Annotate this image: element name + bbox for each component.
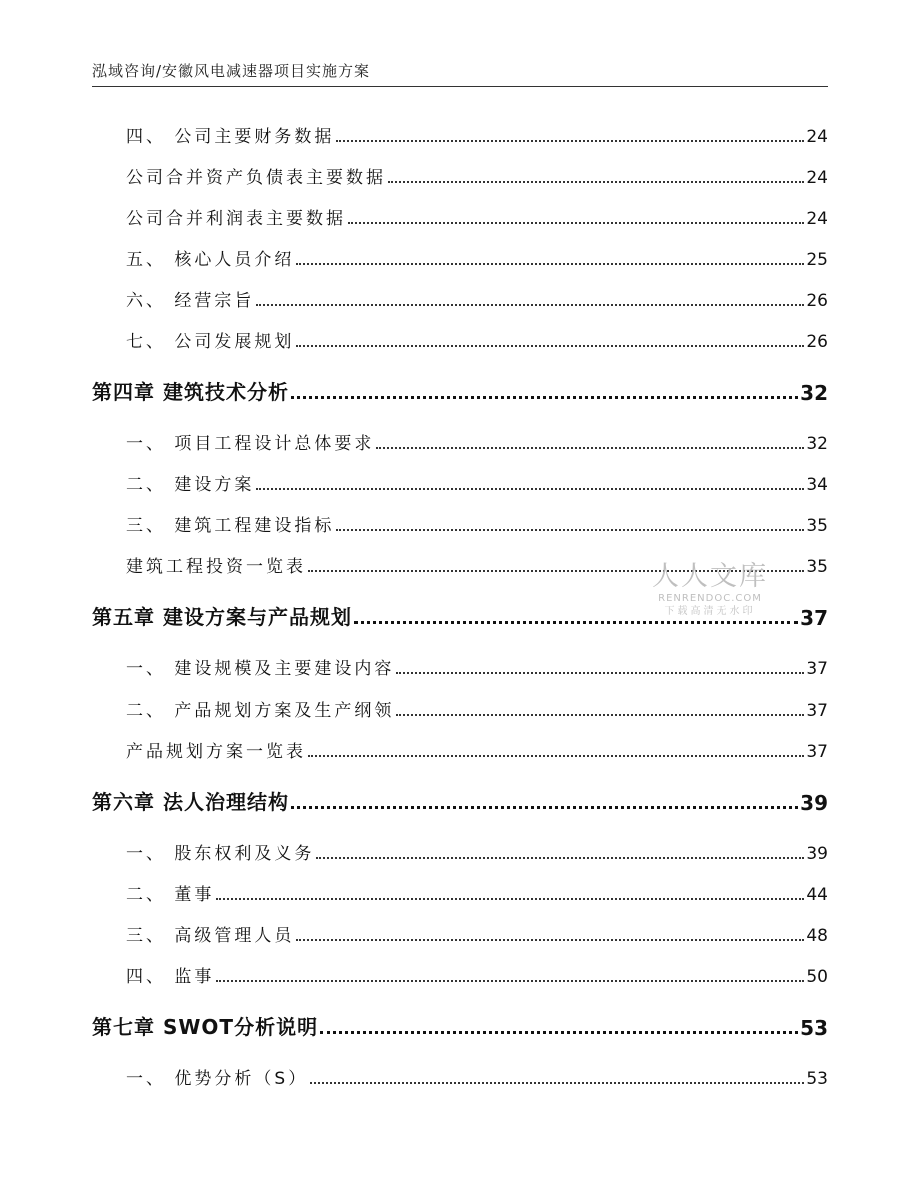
toc-entry[interactable]: [126, 164, 828, 188]
toc-entry[interactable]: [126, 840, 828, 864]
toc-entry-label: 一、 股东权利及义务: [126, 844, 315, 864]
dot-leader: [296, 263, 804, 265]
toc-entry-page: 24: [806, 209, 828, 229]
toc-chapter-page: 53: [800, 1016, 828, 1040]
dot-leader: [310, 1082, 804, 1084]
toc-chapter[interactable]: [92, 787, 828, 815]
toc-entry-page: 24: [806, 168, 828, 188]
toc-entry[interactable]: [126, 881, 828, 905]
toc-entry-label: 建筑工程投资一览表: [126, 557, 306, 577]
watermark-title: 人人文库: [652, 561, 768, 592]
toc-entry-label: 一、 优势分析（S）: [126, 1069, 309, 1089]
toc-entry-page: 35: [806, 516, 828, 536]
dot-leader: [354, 621, 798, 624]
toc-chapter-page: 32: [800, 381, 828, 405]
dot-leader: [216, 980, 804, 982]
toc-chapter-page: 39: [800, 791, 828, 815]
toc-entry-page: 53: [806, 1069, 828, 1089]
toc-entry-label: 六、 经营宗旨: [126, 291, 255, 311]
toc-entry[interactable]: [126, 963, 828, 987]
toc-entry-label: 五、 核心人员介绍: [126, 250, 295, 270]
toc-entry-page: 39: [806, 844, 828, 864]
dot-leader: [296, 345, 804, 347]
toc-entry[interactable]: [126, 738, 828, 762]
toc-entry-label: 四、 公司主要财务数据: [126, 127, 335, 147]
dot-leader: [336, 140, 804, 142]
toc-entry-label: 四、 监事: [126, 967, 215, 987]
toc-entry-label: 公司合并资产负债表主要数据: [126, 168, 386, 188]
header-divider: [92, 86, 828, 87]
dot-leader: [388, 181, 804, 183]
toc-entry-label: 一、 建设规模及主要建设内容: [126, 659, 395, 679]
toc-entry-page: 37: [806, 701, 828, 721]
toc-entry-page: 50: [806, 967, 828, 987]
dot-leader: [348, 222, 804, 224]
toc-entry[interactable]: [126, 697, 828, 721]
toc-entry-page: 48: [806, 926, 828, 946]
toc-entry-page: 25: [806, 250, 828, 270]
toc-entry-page: 44: [806, 885, 828, 905]
toc-chapter-label: 第七章 SWOT分析说明: [92, 1015, 319, 1039]
toc-entry-page: 26: [806, 332, 828, 352]
watermark: [648, 562, 772, 618]
toc-entry[interactable]: [126, 328, 828, 352]
toc-chapter-label: 第五章 建设方案与产品规划: [92, 605, 352, 629]
dot-leader: [308, 755, 804, 757]
dot-leader: [316, 857, 804, 859]
toc-entry-page: 34: [806, 475, 828, 495]
dot-leader: [216, 898, 804, 900]
dot-leader: [320, 1031, 798, 1034]
toc-entry-label: 二、 建设方案: [126, 475, 255, 495]
dot-leader: [396, 714, 804, 716]
toc-entry[interactable]: [126, 246, 828, 270]
watermark-site: RENRENDOC.COM: [658, 593, 762, 604]
toc-entry-page: 37: [806, 659, 828, 679]
toc-entry[interactable]: [126, 430, 828, 454]
toc-entry[interactable]: [126, 471, 828, 495]
toc-entry[interactable]: [126, 205, 828, 229]
toc-entry-label: 公司合并利润表主要数据: [126, 209, 346, 229]
toc-entry-label: 二、 董事: [126, 885, 215, 905]
toc-entry[interactable]: [126, 123, 828, 147]
toc-entry-label: 产品规划方案一览表: [126, 742, 306, 762]
dot-leader: [296, 939, 804, 941]
toc-chapter-label: 第六章 法人治理结构: [92, 790, 289, 814]
toc-chapter-page: 37: [800, 606, 828, 630]
dot-leader: [376, 447, 804, 449]
toc-entry-page: 35: [806, 557, 828, 577]
dot-leader: [256, 304, 804, 306]
watermark-slogan: 下载高清无水印: [664, 606, 756, 617]
toc-entry-page: 37: [806, 742, 828, 762]
dot-leader: [396, 672, 804, 674]
dot-leader: [256, 488, 804, 490]
toc-entry-label: 三、 建筑工程建设指标: [126, 516, 335, 536]
toc-entry-page: 26: [806, 291, 828, 311]
toc-entry-label: 二、 产品规划方案及生产纲领: [126, 701, 395, 721]
toc-entry[interactable]: [126, 1065, 828, 1089]
dot-leader: [291, 396, 798, 399]
running-header: 泓域咨询/安徽风电减速器项目实施方案: [92, 62, 371, 80]
toc-entry[interactable]: [126, 287, 828, 311]
toc-entry-label: 三、 高级管理人员: [126, 926, 295, 946]
toc-entry-label: 七、 公司发展规划: [126, 332, 295, 352]
dot-leader: [336, 529, 804, 531]
toc-chapter[interactable]: [92, 377, 828, 405]
toc-entry[interactable]: [126, 655, 828, 679]
toc-entry-page: 32: [806, 434, 828, 454]
toc-entry-page: 24: [806, 127, 828, 147]
toc-entry-label: 一、 项目工程设计总体要求: [126, 434, 375, 454]
toc-chapter[interactable]: [92, 1012, 828, 1040]
toc-entry[interactable]: [126, 512, 828, 536]
toc-entry[interactable]: [126, 922, 828, 946]
toc-chapter-label: 第四章 建筑技术分析: [92, 380, 289, 404]
dot-leader: [291, 806, 798, 809]
